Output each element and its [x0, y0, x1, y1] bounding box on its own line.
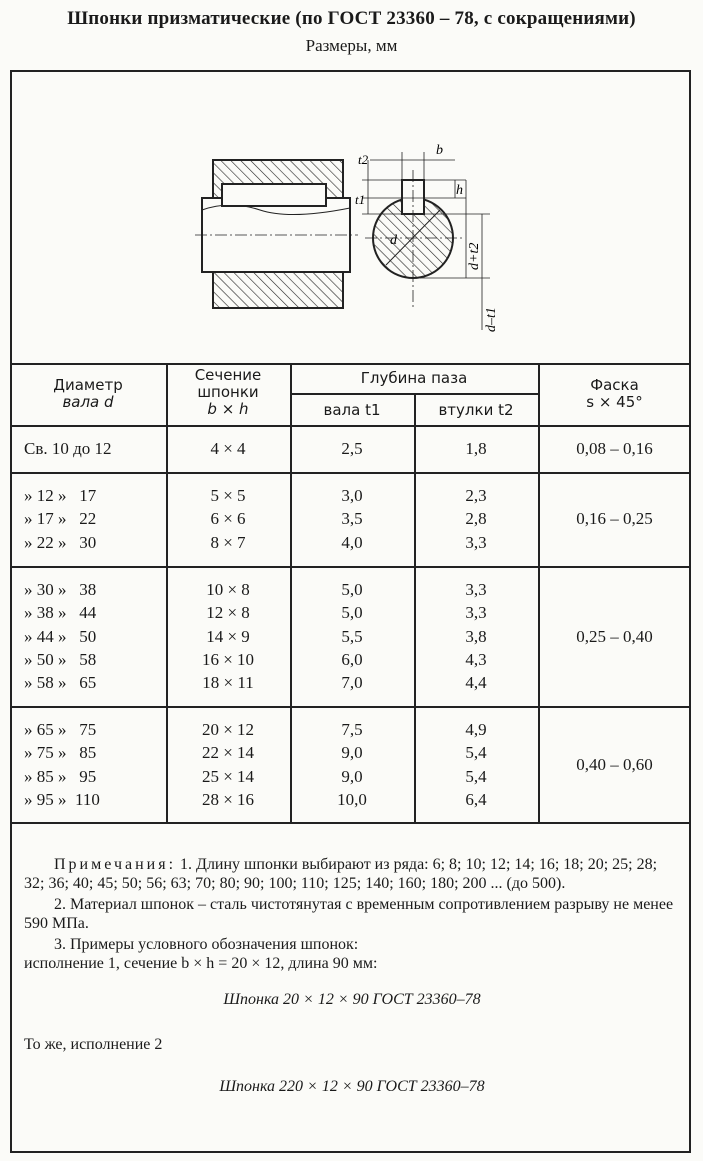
note-2: 2. Материал шпонок – сталь чистотянутая с временным сопротивлением разрыву не менее 590 МПа.: [24, 896, 674, 932]
section-cell: 12 × 8: [206, 603, 250, 623]
table-top-rule: [10, 363, 691, 365]
section-cell: 10 × 8: [206, 580, 250, 599]
shaft-depth-cell: 2,5: [341, 439, 363, 458]
section-cell: 16 × 10: [201, 649, 255, 669]
chamfer-cell: 0,08 – 0,16: [576, 439, 653, 458]
section-cell: 14 × 9: [206, 626, 250, 646]
hub-depth-cell: 4,4: [465, 673, 487, 693]
section-cell: 4 × 4: [210, 439, 246, 458]
key-side-view: [222, 184, 326, 206]
diameter-cell: » 75 » 85: [24, 743, 97, 763]
shaft-depth-cell: 7,0: [341, 673, 363, 693]
header-depth-hub: втулки t2: [438, 401, 514, 419]
hub-depth-cell: 5,4: [465, 743, 487, 763]
section-cell: 28 × 16: [201, 789, 255, 809]
hub-section-lower: [213, 272, 343, 308]
example-1: Шпонка 20 × 12 × 90 ГОСТ 23360–78: [223, 991, 481, 1008]
label-d: d: [390, 233, 397, 248]
shaft-depth-cell: 7,5: [341, 720, 363, 739]
section-cell: 22 × 14: [201, 743, 255, 763]
note-3: 3. Примеры условного обозначения шпонок:: [54, 936, 359, 953]
diameter-cell: » 38 » 44: [24, 603, 97, 623]
diameter-cell: » 22 » 30: [24, 532, 97, 552]
shaft-depth-cell: 6,0: [341, 649, 363, 669]
label-h: h: [456, 183, 463, 198]
shaft-depth-cell: 9,0: [341, 743, 363, 763]
hub-depth-cell: 2,3: [465, 486, 487, 505]
keyway-diagram: [190, 140, 530, 340]
shaft-depth-cell: 5,0: [341, 580, 363, 599]
section-cell: 18 × 11: [202, 673, 254, 693]
diameter-cell: » 65 » 75: [24, 720, 97, 739]
shaft-depth-cell: 10,0: [337, 789, 367, 809]
hub-depth-cell: 3,3: [465, 603, 487, 623]
shaft-depth-cell: 4,0: [341, 532, 363, 552]
section-cell: 25 × 14: [201, 766, 255, 786]
note-3-example-line: исполнение 1, сечение b × h = 20 × 12, длина 90 мм:: [24, 955, 378, 972]
hub-depth-cell: 4,9: [465, 720, 487, 739]
header-diameter: Диаметр вала d: [53, 376, 123, 411]
hub-depth-cell: 3,3: [465, 532, 487, 552]
label-d-minus-t1: d–t1: [484, 307, 499, 332]
shaft-depth-cell: 5,5: [341, 626, 363, 646]
diameter-cell: » 95 » 110: [24, 789, 100, 809]
diameter-cell: » 50 » 58: [24, 649, 97, 669]
diameter-cell: » 58 » 65: [24, 673, 97, 693]
page-subtitle: Размеры, мм: [305, 36, 398, 55]
label-t2: t2: [358, 152, 369, 167]
notes-label: Примечания:: [54, 856, 177, 873]
example-2: Шпонка 220 × 12 × 90 ГОСТ 23360–78: [219, 1078, 485, 1095]
diameter-cell: Св. 10 до 12: [24, 439, 112, 458]
label-b: b: [436, 143, 443, 158]
header-section: Сечение шпонки b × h: [194, 366, 262, 418]
header-depth: Глубина паза: [360, 369, 468, 387]
section-cell: 8 × 7: [210, 532, 246, 552]
header-chamfer: Фаска s × 45°: [586, 376, 643, 411]
chamfer-cell: 0,16 – 0,25: [576, 509, 653, 529]
section-cell: 20 × 12: [201, 720, 255, 739]
chamfer-cell: 0,40 – 0,60: [576, 754, 653, 774]
hub-depth-cell: 3,3: [465, 580, 487, 599]
diameter-cell: » 44 » 50: [24, 626, 97, 646]
section-cell: 6 × 6: [210, 509, 246, 529]
page-title: Шпонки призматические (по ГОСТ 23360 – 78, с сокращениями): [67, 8, 636, 29]
header-bottom-rule: [10, 425, 691, 427]
label-t1: t1: [355, 192, 366, 207]
group-rule: [10, 706, 691, 708]
same-execution-2: То же, исполнение 2: [24, 1036, 163, 1053]
hub-depth-cell: 6,4: [465, 789, 487, 809]
group-rule: [10, 566, 691, 568]
hub-depth-cell: 4,3: [465, 649, 487, 669]
hub-depth-cell: 3,8: [465, 626, 487, 646]
shaft-depth-cell: 3,0: [341, 486, 363, 505]
header-depth-shaft: вала t1: [323, 401, 381, 419]
diameter-cell: » 30 » 38: [24, 580, 97, 599]
diameter-cell: » 17 » 22: [24, 509, 97, 529]
hub-depth-cell: 2,8: [465, 509, 487, 529]
section-cell: 5 × 5: [210, 486, 246, 505]
diameter-cell: » 85 » 95: [24, 766, 97, 786]
label-d-plus-t2: d+t2: [467, 242, 482, 270]
shaft-depth-cell: 9,0: [341, 766, 363, 786]
table-bottom-rule: [10, 822, 691, 824]
diameter-cell: » 12 » 17: [24, 486, 97, 505]
shaft-depth-cell: 5,0: [341, 603, 363, 623]
chamfer-cell: 0,25 – 0,40: [576, 626, 653, 646]
hub-depth-cell: 1,8: [465, 439, 487, 458]
shaft-depth-cell: 3,5: [341, 509, 363, 529]
notes-block: [24, 855, 680, 1096]
note-1: 1. Длину шпонки выбирают из ряда: 6; 8; 10; 12; 14; 16; 18; 20; 25; 28; 32; 36; 40; 45; 50; 56; 63; 70; 80; 90; 100; 110; 125; 140; 160; 180; 200 ... (до 500).: [24, 856, 658, 892]
hub-depth-cell: 5,4: [465, 766, 487, 786]
group-rule: [10, 472, 691, 474]
